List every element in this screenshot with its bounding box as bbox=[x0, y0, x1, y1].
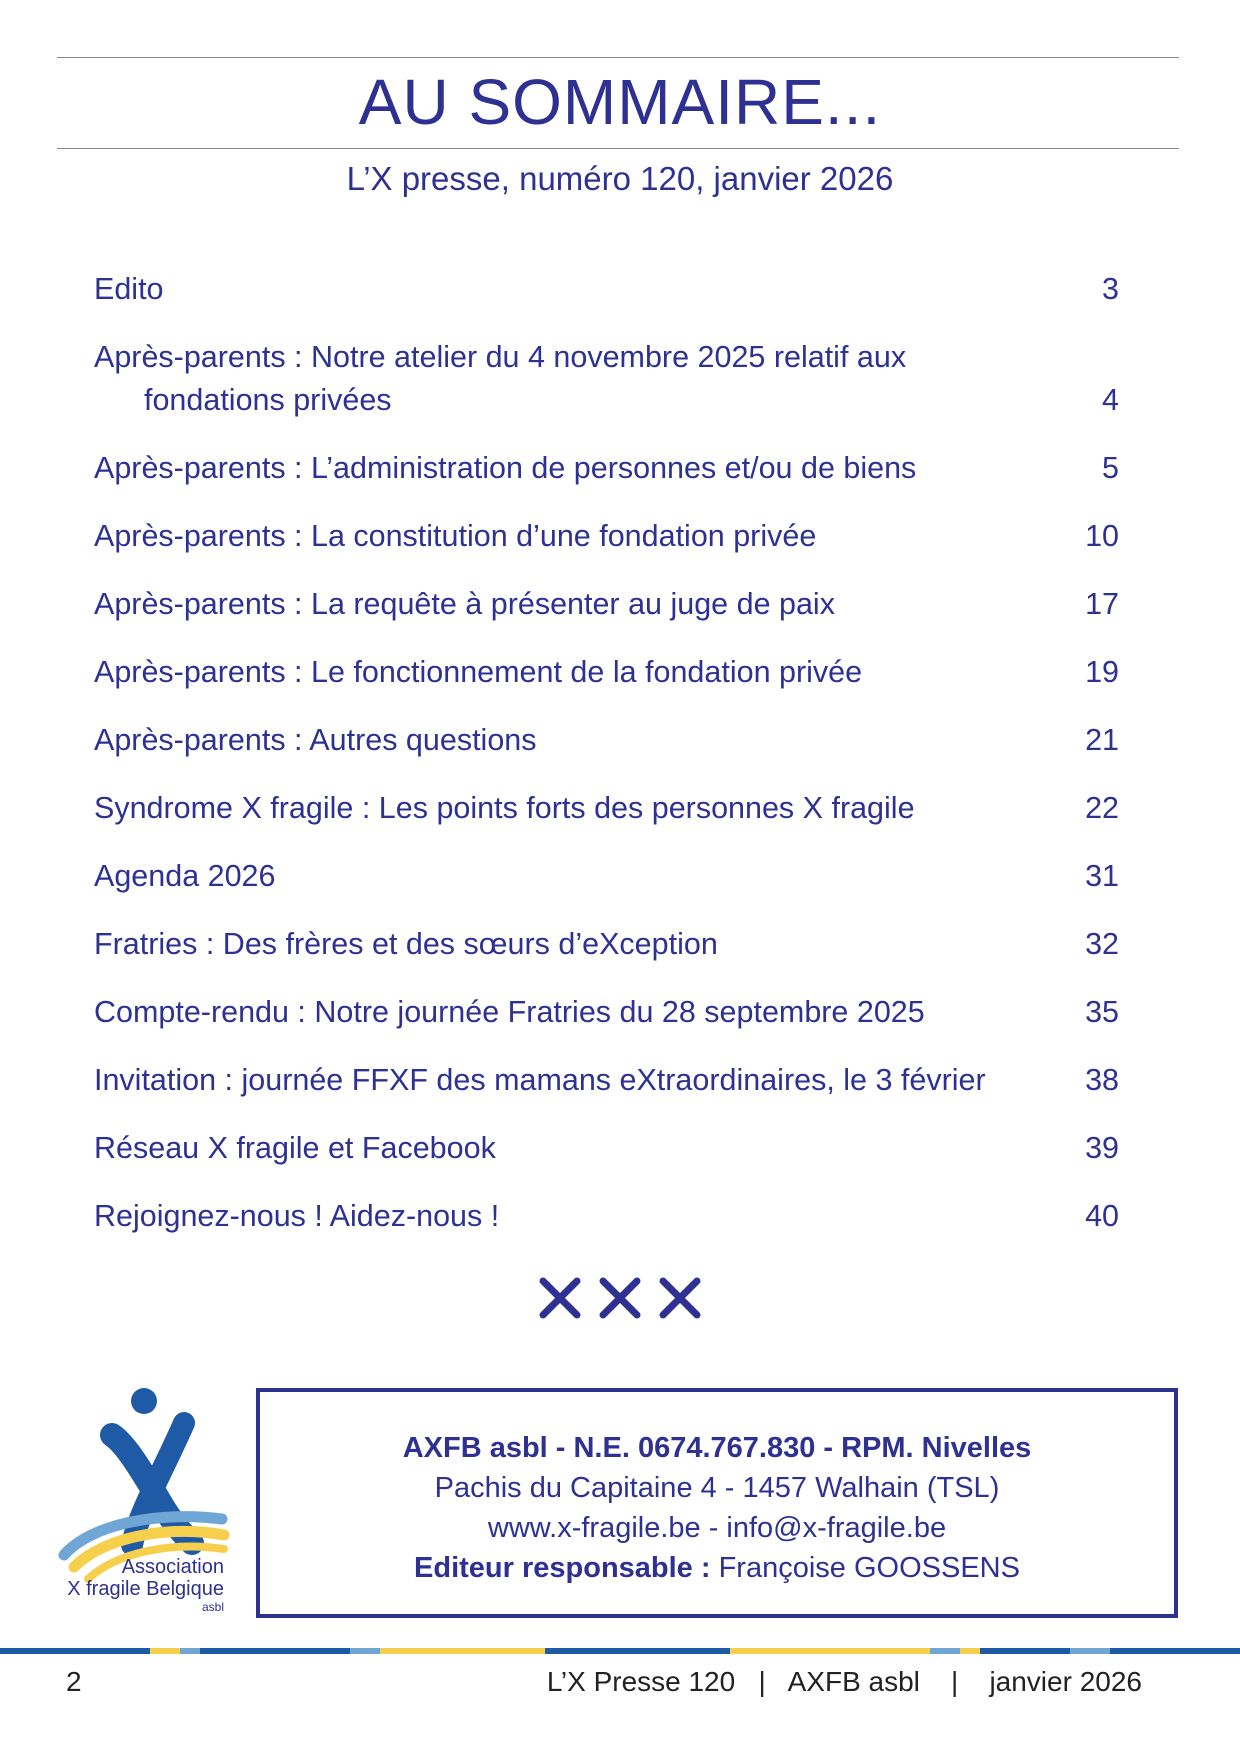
toc-entry-page: 32 bbox=[1085, 927, 1119, 961]
org-contact[interactable]: www.x-fragile.be - info@x-fragile.be bbox=[487, 1512, 947, 1544]
toc-entry-page: 10 bbox=[1085, 519, 1119, 553]
editor-name: Françoise GOOSSENS bbox=[718, 1552, 1020, 1584]
toc-entry-label: Après-parents : Le fonctionnement de la fondation privée bbox=[94, 655, 863, 689]
toc-entry-page: 39 bbox=[1085, 1131, 1119, 1165]
logo-line1: Association bbox=[121, 1556, 224, 1578]
logo-line3: asbl bbox=[201, 1600, 224, 1614]
toc-entry-label: Réseau X fragile et Facebook bbox=[94, 1131, 496, 1165]
footer-color-bar bbox=[0, 1648, 1240, 1654]
toc-entry[interactable] bbox=[94, 1195, 1119, 1238]
footer-date: janvier 2026 bbox=[989, 1666, 1142, 1697]
toc-entry-label: Syndrome X fragile : Les points forts des personnes X fragile bbox=[94, 791, 915, 825]
top-rule bbox=[57, 57, 1179, 58]
x-icon bbox=[597, 1275, 643, 1321]
org-registration: AXFB asbl - N.E. 0674.767.830 - RPM. Nivelles bbox=[402, 1432, 1032, 1464]
page-subtitle: L’X presse, numéro 120, janvier 2026 bbox=[346, 160, 894, 197]
toc-entry[interactable] bbox=[94, 268, 1119, 311]
toc-entry-label: Après-parents : Autres questions bbox=[94, 723, 537, 757]
toc-entry-page: 40 bbox=[1085, 1199, 1119, 1233]
toc-entry-label: Fratries : Des frères et des sœurs d’eXception bbox=[94, 927, 718, 961]
toc-entry-page: 5 bbox=[1102, 451, 1119, 485]
toc-entry-label bbox=[94, 336, 1059, 422]
toc-entry-label: Après-parents : La constitution d’une fondation privée bbox=[94, 519, 817, 553]
org-address: Pachis du Capitaine 4 - 1457 Walhain (TSL) bbox=[434, 1472, 1000, 1504]
toc-entry-page: 21 bbox=[1085, 723, 1119, 757]
logo-caption bbox=[64, 1556, 224, 1614]
footer-separator: | bbox=[758, 1666, 766, 1697]
footer-publication-info bbox=[547, 1664, 1142, 1700]
logo-line2: X fragile Belgique bbox=[67, 1578, 224, 1600]
x-icon bbox=[657, 1275, 703, 1321]
toc-entry-page: 31 bbox=[1085, 859, 1119, 893]
toc-entry[interactable] bbox=[94, 447, 1119, 490]
toc-entry[interactable] bbox=[94, 719, 1119, 762]
publisher-info-box bbox=[256, 1388, 1178, 1618]
toc-entry[interactable] bbox=[94, 336, 1119, 422]
toc-entry-page: 22 bbox=[1085, 791, 1119, 825]
editor-line bbox=[260, 1548, 1174, 1588]
toc-entry[interactable] bbox=[94, 787, 1119, 830]
toc-entry-label: Compte-rendu : Notre journée Fratries du 28 septembre 2025 bbox=[94, 995, 925, 1029]
toc-entry-label: Edito bbox=[94, 272, 164, 306]
separator-crosses bbox=[0, 1275, 1240, 1321]
toc-entry-label: Après-parents : La requête à présenter au juge de paix bbox=[94, 587, 835, 621]
toc-entry[interactable] bbox=[94, 1127, 1119, 1170]
toc-entry-label: Agenda 2026 bbox=[94, 859, 276, 893]
toc-entry-label: Après-parents : L’administration de personnes et/ou de biens bbox=[94, 451, 917, 485]
toc-entry[interactable] bbox=[94, 991, 1119, 1034]
footer-separator: | bbox=[951, 1666, 959, 1697]
toc-entry[interactable] bbox=[94, 583, 1119, 626]
title-rule bbox=[57, 148, 1179, 149]
toc-entry[interactable] bbox=[94, 1059, 1119, 1102]
editor-label: Editeur responsable : bbox=[414, 1552, 711, 1584]
table-of-contents bbox=[94, 268, 1119, 1263]
toc-entry-label: Invitation : journée FFXF des mamans eXtraordinaires, le 3 février bbox=[94, 1063, 986, 1097]
toc-entry-page: 3 bbox=[1102, 272, 1119, 306]
toc-entry-label-line2: fondations privées bbox=[144, 383, 392, 417]
toc-entry-page: 4 bbox=[1102, 383, 1119, 417]
toc-entry-page: 38 bbox=[1085, 1063, 1119, 1097]
toc-entry[interactable] bbox=[94, 923, 1119, 966]
x-icon bbox=[537, 1275, 583, 1321]
page-number: 2 bbox=[66, 1666, 82, 1697]
footer-publication: L’X Presse 120 bbox=[546, 1666, 736, 1697]
toc-entry[interactable] bbox=[94, 855, 1119, 898]
toc-entry-page: 19 bbox=[1085, 655, 1119, 689]
toc-entry-page: 35 bbox=[1085, 995, 1119, 1029]
toc-entry-label: Rejoignez-nous ! Aidez-nous ! bbox=[94, 1199, 500, 1233]
toc-entry-page: 17 bbox=[1085, 587, 1119, 621]
page-title: AU SOMMAIRE... bbox=[358, 66, 882, 138]
toc-entry[interactable] bbox=[94, 515, 1119, 558]
footer-organization: AXFB asbl bbox=[787, 1666, 920, 1697]
toc-entry-label-line1: Après-parents : Notre atelier du 4 novembre 2025 relatif aux bbox=[94, 340, 907, 374]
toc-entry[interactable] bbox=[94, 651, 1119, 694]
